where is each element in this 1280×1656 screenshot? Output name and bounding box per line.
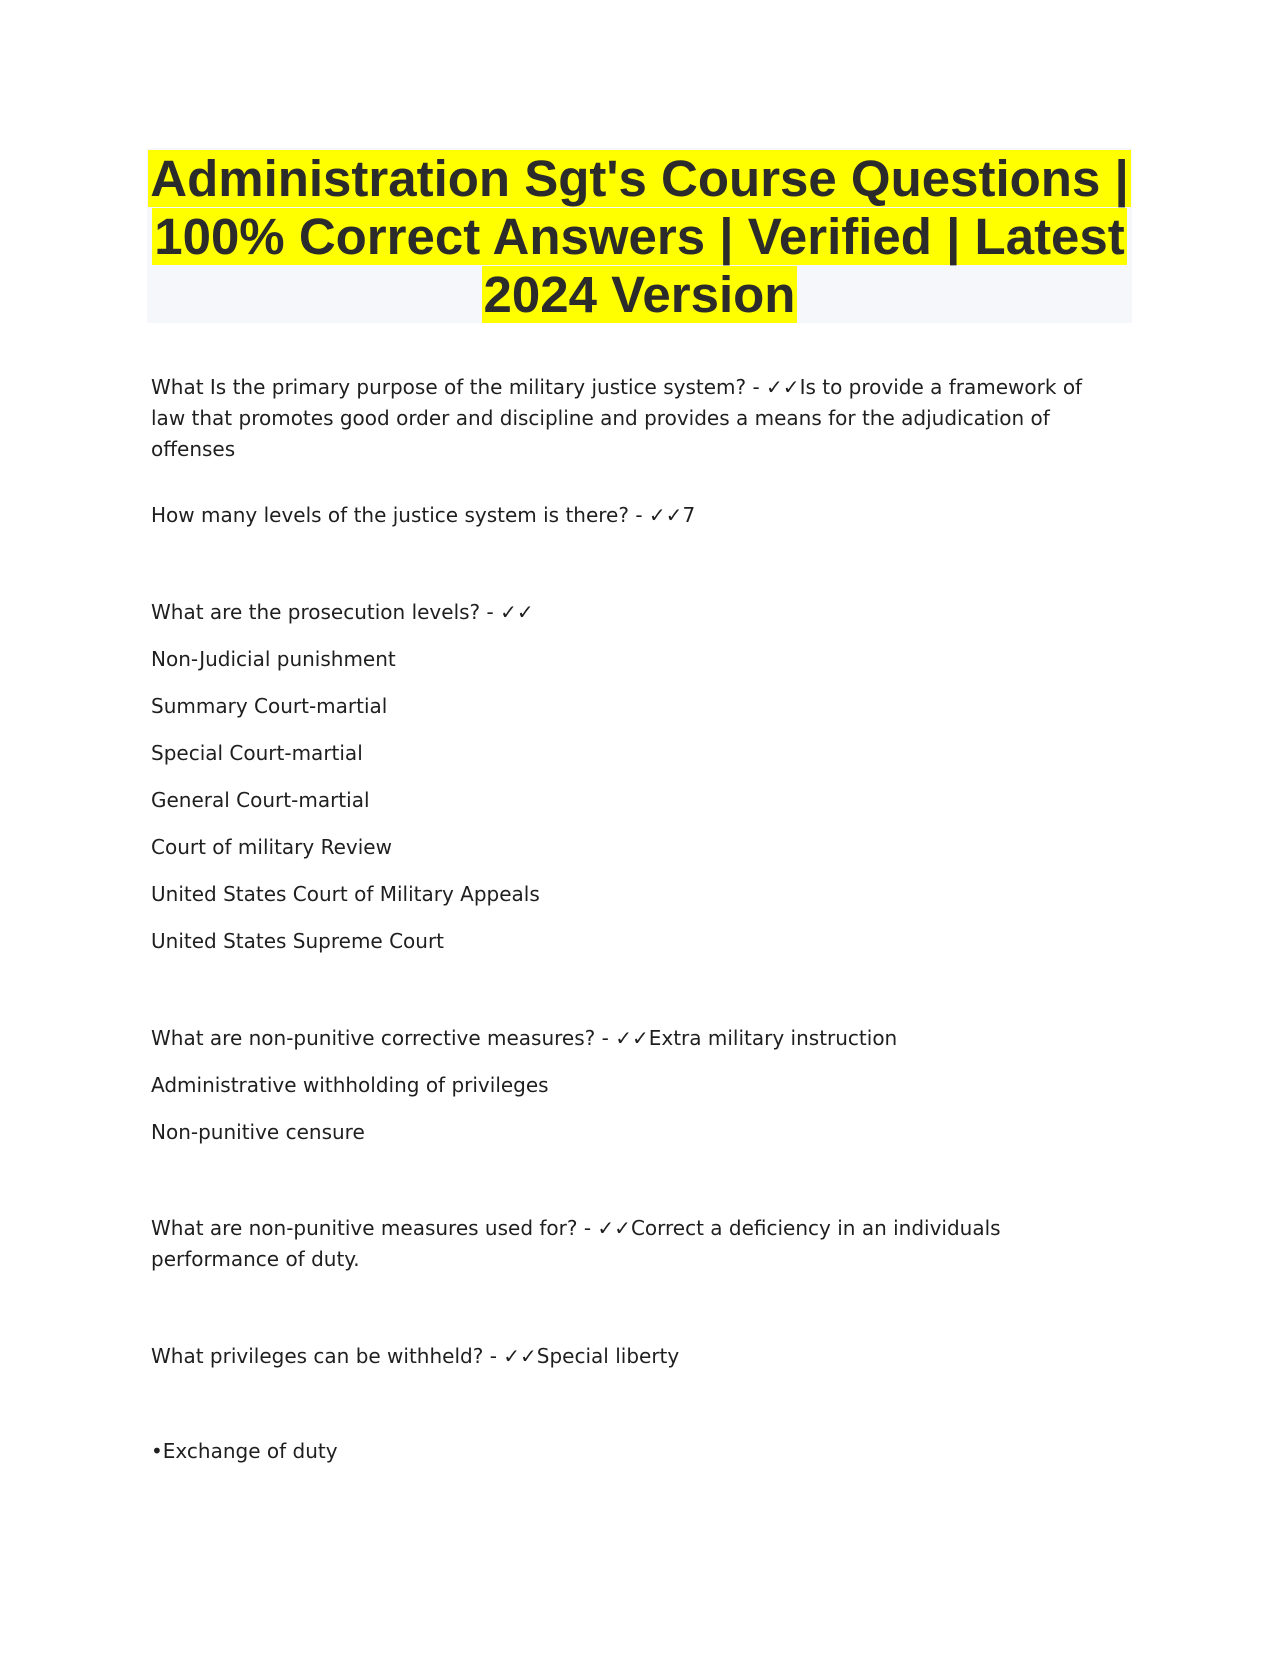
- list-item: Non-Judicial punishment: [151, 647, 396, 671]
- check-icon: ✓✓: [500, 600, 534, 624]
- question-text: What Is the primary purpose of the military justice system? -: [151, 375, 767, 399]
- question-text: What are the prosecution levels? -: [151, 600, 501, 624]
- list-item: Special Court-martial: [151, 741, 363, 765]
- qa-3: [151, 597, 1121, 628]
- answer-text: Extra military instruction: [648, 1026, 898, 1050]
- title-line-1: Administration Sgt's Course Questions |: [150, 150, 1129, 207]
- list-item: United States Court of Military Appeals: [151, 882, 540, 906]
- list-item: Non-punitive censure: [151, 1120, 365, 1144]
- bullet-item: •Exchange of duty: [151, 1439, 338, 1463]
- check-icon: ✓✓: [648, 503, 683, 527]
- question-text: What privileges can be withheld? -: [151, 1344, 504, 1368]
- qa-4: [151, 1023, 1121, 1054]
- check-icon: ✓✓: [597, 1216, 631, 1240]
- qa-1: [151, 372, 1121, 465]
- qa-6: [151, 1341, 1121, 1372]
- answer-text: Correct a deficiency in an individuals performance of duty.: [151, 1216, 1001, 1271]
- list-item: Administrative withholding of privileges: [151, 1073, 549, 1097]
- title-line-3: 2024 Version: [483, 266, 796, 323]
- document-title: [147, 148, 1132, 324]
- check-icon: ✓✓: [766, 375, 800, 399]
- check-icon: ✓✓: [615, 1026, 649, 1050]
- question-text: How many levels of the justice system is there? -: [151, 503, 649, 527]
- list-item: United States Supreme Court: [151, 929, 445, 953]
- list-item: Court of military Review: [151, 835, 392, 859]
- answer-text: Special liberty: [536, 1344, 680, 1368]
- title-line-2: 100% Correct Answers | Verified | Latest: [154, 208, 1125, 265]
- answer-text: Is to provide a framework of law that promotes good order and discipline and provides a means for the adjudication of offenses: [151, 375, 1083, 461]
- qa-5: [151, 1213, 1121, 1275]
- title-block: [147, 148, 1132, 323]
- question-text: What are non-punitive measures used for? -: [151, 1216, 598, 1240]
- list-item: General Court-martial: [151, 788, 370, 812]
- list-item: Summary Court-martial: [151, 694, 388, 718]
- answer-text: 7: [682, 503, 696, 527]
- question-text: What are non-punitive corrective measures? -: [151, 1026, 616, 1050]
- check-icon: ✓✓: [503, 1344, 537, 1368]
- qa-2: [151, 500, 1121, 531]
